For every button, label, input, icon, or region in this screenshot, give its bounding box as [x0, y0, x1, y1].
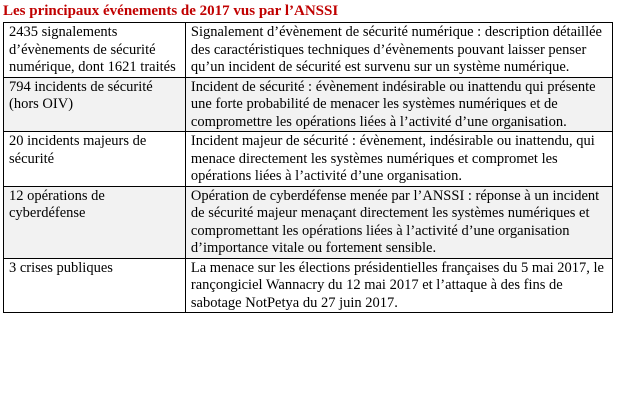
event-count-cell: 20 incidents majeurs de sécurité [4, 132, 186, 187]
event-definition-cell: Incident majeur de sécurité : évènement, indésirable ou inattendu, qui menace directement les systèmes numériques et compromet les opérations liées à l’activité d’une organisation. [185, 132, 612, 187]
table-title: Les principaux événements de 2017 vus par l’ANSSI [3, 3, 339, 19]
event-count-cell: 3 crises publiques [4, 258, 186, 313]
table-row [4, 186, 613, 258]
table-row [4, 132, 613, 187]
event-count-cell: 2435 signalements d’évènements de sécurité numérique, dont 1621 traités [4, 23, 186, 78]
event-definition-cell: Incident de sécurité : évènement indésirable ou inattendu qui présente une forte probabilité de menacer les systèmes numériques et de compromettre les opérations liées à l’activité d’une organisation. [185, 77, 612, 132]
event-count-cell: 794 incidents de sécurité (hors OIV) [4, 77, 186, 132]
table-row [4, 23, 613, 78]
table-row [4, 77, 613, 132]
event-definition-cell: Opération de cyberdéfense menée par l’ANSSI : réponse à un incident de sécurité majeur menaçant directement les systèmes numériques et compromettant les opérations liées à l’activité d’une organisation d’importance vitale ou fortement sensible. [185, 186, 612, 258]
table-row [4, 258, 613, 313]
event-definition-cell: La menace sur les élections présidentielles françaises du 5 mai 2017, le rançongiciel Wannacry du 12 mai 2017 et l’attaque à des fins de sabotage NotPetya du 27 juin 2017. [185, 258, 612, 313]
events-table [3, 22, 613, 313]
event-definition-cell: Signalement d’évènement de sécurité numérique : description détaillée des caractéristiques techniques d’évènements pouvant laisser penser qu’un incident de sécurité est survenu sur un système numérique. [185, 23, 612, 78]
event-count-cell: 12 opérations de cyberdéfense [4, 186, 186, 258]
